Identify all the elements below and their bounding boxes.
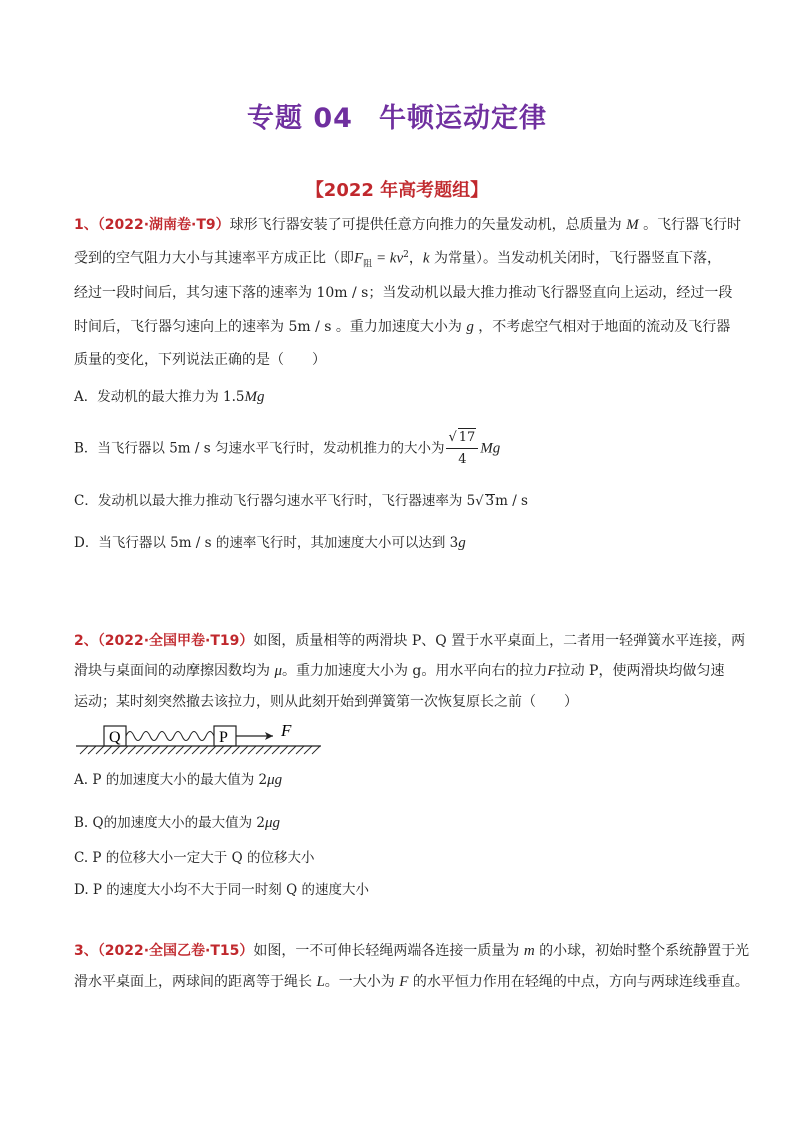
q2-F-var: F (547, 663, 557, 679)
title-number: 专题 04 (247, 103, 353, 134)
q1-option-d-text: D．当飞行器以 5m / s 的速率飞行时，其加速度大小可以达到 3 (74, 535, 459, 551)
q1-number: 1、 (74, 217, 98, 233)
q1-formula: F (354, 250, 364, 267)
q2-option-a (74, 773, 734, 788)
block-p-label: P (219, 729, 228, 746)
q3-source: （2022·全国乙卷·T15） (97, 943, 254, 959)
q2-text: 。重力加速度大小为 g。用水平向右的拉力 (281, 663, 548, 679)
q3-line-1 (74, 943, 750, 959)
q3-text: 滑水平桌面上，两球间的距离等于绳长 (74, 974, 312, 990)
q1-line-5: 质量的变化，下列说法正确的是（ ） (74, 352, 326, 368)
q1-g-var: g (466, 319, 474, 335)
q1-text: ，不考虑空气相对于地面的流动及飞行器 (478, 319, 731, 335)
q2-option-b-text: B. Q的加速度大小的最大值为 2 (74, 815, 265, 831)
q2-option-b-var: μg (264, 815, 280, 831)
q1-line-3: 经过一段时间后，其匀速下落的速率为 10m / s；当发动机以最大推力推动飞行器竖直向上运动，经过一段 (74, 285, 733, 301)
q2-mu-var: μ (274, 663, 282, 679)
q1-option-a-text: A．发动机的最大推力为 1.5 (74, 389, 245, 405)
q1-mass-var: M (626, 217, 639, 233)
q1-option-b-var: Mg (480, 440, 501, 457)
table-hatching (80, 746, 320, 754)
block-q-label: Q (109, 729, 121, 746)
q1-text: 时间后，飞行器匀速向上的速率为 5m / s 。重力加速度大小为 (74, 319, 462, 335)
q1-option-b-text: B．当飞行器以 5m / s 匀速水平飞行时，发动机推力的大小为 (74, 440, 445, 457)
q2-figure (76, 718, 326, 760)
q1-line-1 (74, 217, 742, 233)
q2-option-a-text: A. P 的加速度大小的最大值为 2 (74, 772, 268, 788)
q3-number: 3、 (74, 943, 98, 959)
q1-option-b (74, 428, 734, 469)
q2-number: 2、 (74, 633, 98, 649)
q1-text: 球形飞行器安装了可提供任意方向推力的矢量发动机，总质量为 (229, 217, 622, 233)
q3-text: 的水平恒力作用在轻绳的中点，方向与两球连线垂直。 (412, 974, 749, 990)
q3-m-var: m (523, 943, 535, 959)
q1-option-c-text: C．发动机以最大推力推动飞行器匀速水平飞行时，飞行器速率为 5 (74, 493, 476, 509)
q1-option-a (74, 390, 734, 405)
q1-line-4 (74, 320, 734, 335)
q1-fraction-numerator: 17 (458, 430, 476, 445)
q1-option-b-fraction: $\frac{√ 17}{4}$ (446, 428, 478, 469)
q2-option-b (74, 816, 734, 831)
q2-option-d: D. P 的速度大小均不大于同一时刻 Q 的速度大小 (74, 882, 369, 898)
q2-option-c: C. P 的位移大小一定大于 Q 的位移大小 (74, 850, 315, 866)
q3-text: 的小球，初始时整个系统静置于光 (539, 943, 750, 959)
title-topic: 牛顿运动定律 (378, 103, 547, 134)
page-title (0, 96, 794, 135)
force-label: F (281, 721, 292, 740)
q1-line-2 (74, 251, 734, 269)
q3-line-2 (74, 974, 749, 990)
q3-text: 如图，一不可伸长轻绳两端各连接一质量为 (253, 943, 520, 959)
q1-text: 为常量）。当发动机关闭时，飞行器竖直下落， (433, 250, 721, 267)
q2-text: 滑块与桌面间的动摩擦因数均为 (74, 663, 270, 679)
q2-line-1 (74, 633, 746, 649)
q1-option-c: C．发动机以最大推力推动飞行器匀速水平飞行时，飞行器速率为 5√ 3m / s (74, 493, 528, 509)
q2-line-2 (74, 664, 734, 679)
q1-source: （2022·湖南卷·T9） (97, 217, 230, 233)
q2-text: 如图，质量相等的两滑块 P、Q 置于水平桌面上，二者用一轻弹簧水平连接，两 (253, 633, 746, 649)
q1-k-var: k (422, 250, 430, 267)
q1-option-d (74, 536, 734, 551)
spring (126, 732, 214, 741)
q3-text: 。一大小为 (324, 974, 395, 990)
q1-option-d-var: g (458, 535, 466, 551)
q2-option-a-var: μg (267, 772, 283, 788)
q2-text: 拉动 P，使两滑块均做匀速 (556, 663, 725, 679)
q1-text: 受到的空气阻力大小与其速率平方成正比（即 (74, 250, 354, 267)
q1-option-a-var: Mg (244, 389, 265, 405)
q1-text: ， (408, 250, 423, 267)
q1-option-c-sqrt: 3 (485, 493, 495, 509)
q1-formula: 2 (403, 250, 409, 260)
q1-option-c-unit: m / s (495, 493, 528, 509)
q1-fraction-denominator: 4 (458, 452, 467, 467)
q3-L-var: L (316, 974, 325, 990)
q2-line-3: 运动；某时刻突然撤去该拉力，则从此刻开始到弹簧第一次恢复原长之前（ ） (74, 694, 578, 710)
q1-text: 。飞行器飞行时 (643, 217, 742, 233)
q1-formula: 阻 (363, 259, 373, 270)
group-heading: 【2022 年高考题组】 (305, 180, 489, 201)
q2-source: （2022·全国甲卷·T19） (97, 633, 254, 649)
q3-F-var: F (399, 974, 409, 990)
q1-formula: = kv (372, 250, 404, 267)
